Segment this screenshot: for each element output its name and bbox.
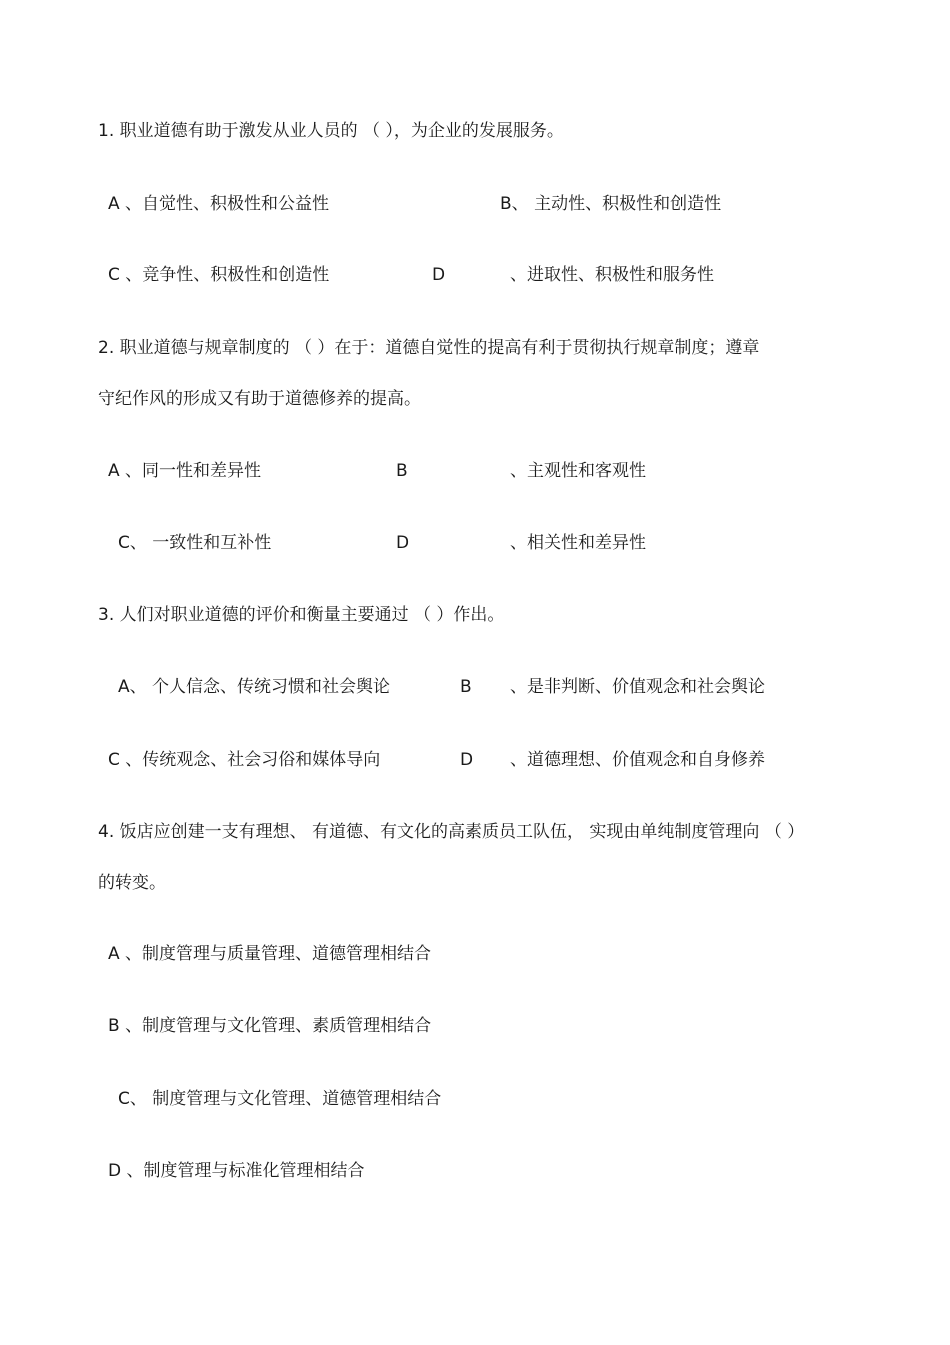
question-3-option-b-letter: B bbox=[460, 677, 472, 697]
question-4-option-d: D 、制度管理与标准化管理相结合 bbox=[108, 1161, 365, 1181]
question-2-stem-line-1: 2. 职业道德与规章制度的 （ ）在于：道德自觉性的提高有利于贯彻执行规章制度；遵章 bbox=[98, 338, 760, 358]
question-2-option-b-letter: B bbox=[396, 461, 408, 481]
question-2-stem-line-2: 守纪作风的形成又有助于道德修养的提高。 bbox=[98, 389, 421, 409]
question-3-stem: 3. 人们对职业道德的评价和衡量主要通过 （ ）作出。 bbox=[98, 605, 505, 625]
question-2-option-c: C、 一致性和互补性 bbox=[118, 533, 272, 553]
question-4-option-c: C、 制度管理与文化管理、道德管理相结合 bbox=[118, 1089, 442, 1109]
question-3-option-d-letter: D bbox=[460, 750, 474, 770]
question-1-option-c: C 、竞争性、积极性和创造性 bbox=[108, 265, 330, 285]
question-4-stem-line-1: 4. 饭店应创建一支有理想、 有道德、有文化的高素质员工队伍， 实现由单纯制度管理向 （ ） bbox=[98, 822, 805, 842]
question-3-option-c: C 、传统观念、社会习俗和媒体导向 bbox=[108, 750, 381, 770]
question-2-option-a: A 、同一性和差异性 bbox=[108, 461, 262, 481]
question-1-stem: 1. 职业道德有助于激发从业人员的 （ ），为企业的发展服务。 bbox=[98, 121, 564, 141]
question-3-option-d-text: 、道德理想、价值观念和自身修养 bbox=[510, 750, 765, 770]
question-2-option-d-text: 、相关性和差异性 bbox=[510, 533, 646, 553]
question-2-option-b-text: 、主观性和客观性 bbox=[510, 461, 646, 481]
question-4-stem-line-2: 的转变。 bbox=[98, 873, 166, 893]
question-2-option-d-letter: D bbox=[396, 533, 410, 553]
question-1-option-a: A 、自觉性、积极性和公益性 bbox=[108, 194, 330, 214]
question-1-option-b: B、 主动性、积极性和创造性 bbox=[500, 194, 722, 214]
question-4-option-a: A 、制度管理与质量管理、道德管理相结合 bbox=[108, 944, 432, 964]
question-3-option-b-text: 、是非判断、价值观念和社会舆论 bbox=[510, 677, 765, 697]
question-4-option-b: B 、制度管理与文化管理、素质管理相结合 bbox=[108, 1016, 432, 1036]
question-3-option-a: A、 个人信念、传统习惯和社会舆论 bbox=[118, 677, 391, 697]
question-1-option-d-text: 、进取性、积极性和服务性 bbox=[510, 265, 714, 285]
question-1-option-d-letter: D bbox=[432, 265, 446, 285]
